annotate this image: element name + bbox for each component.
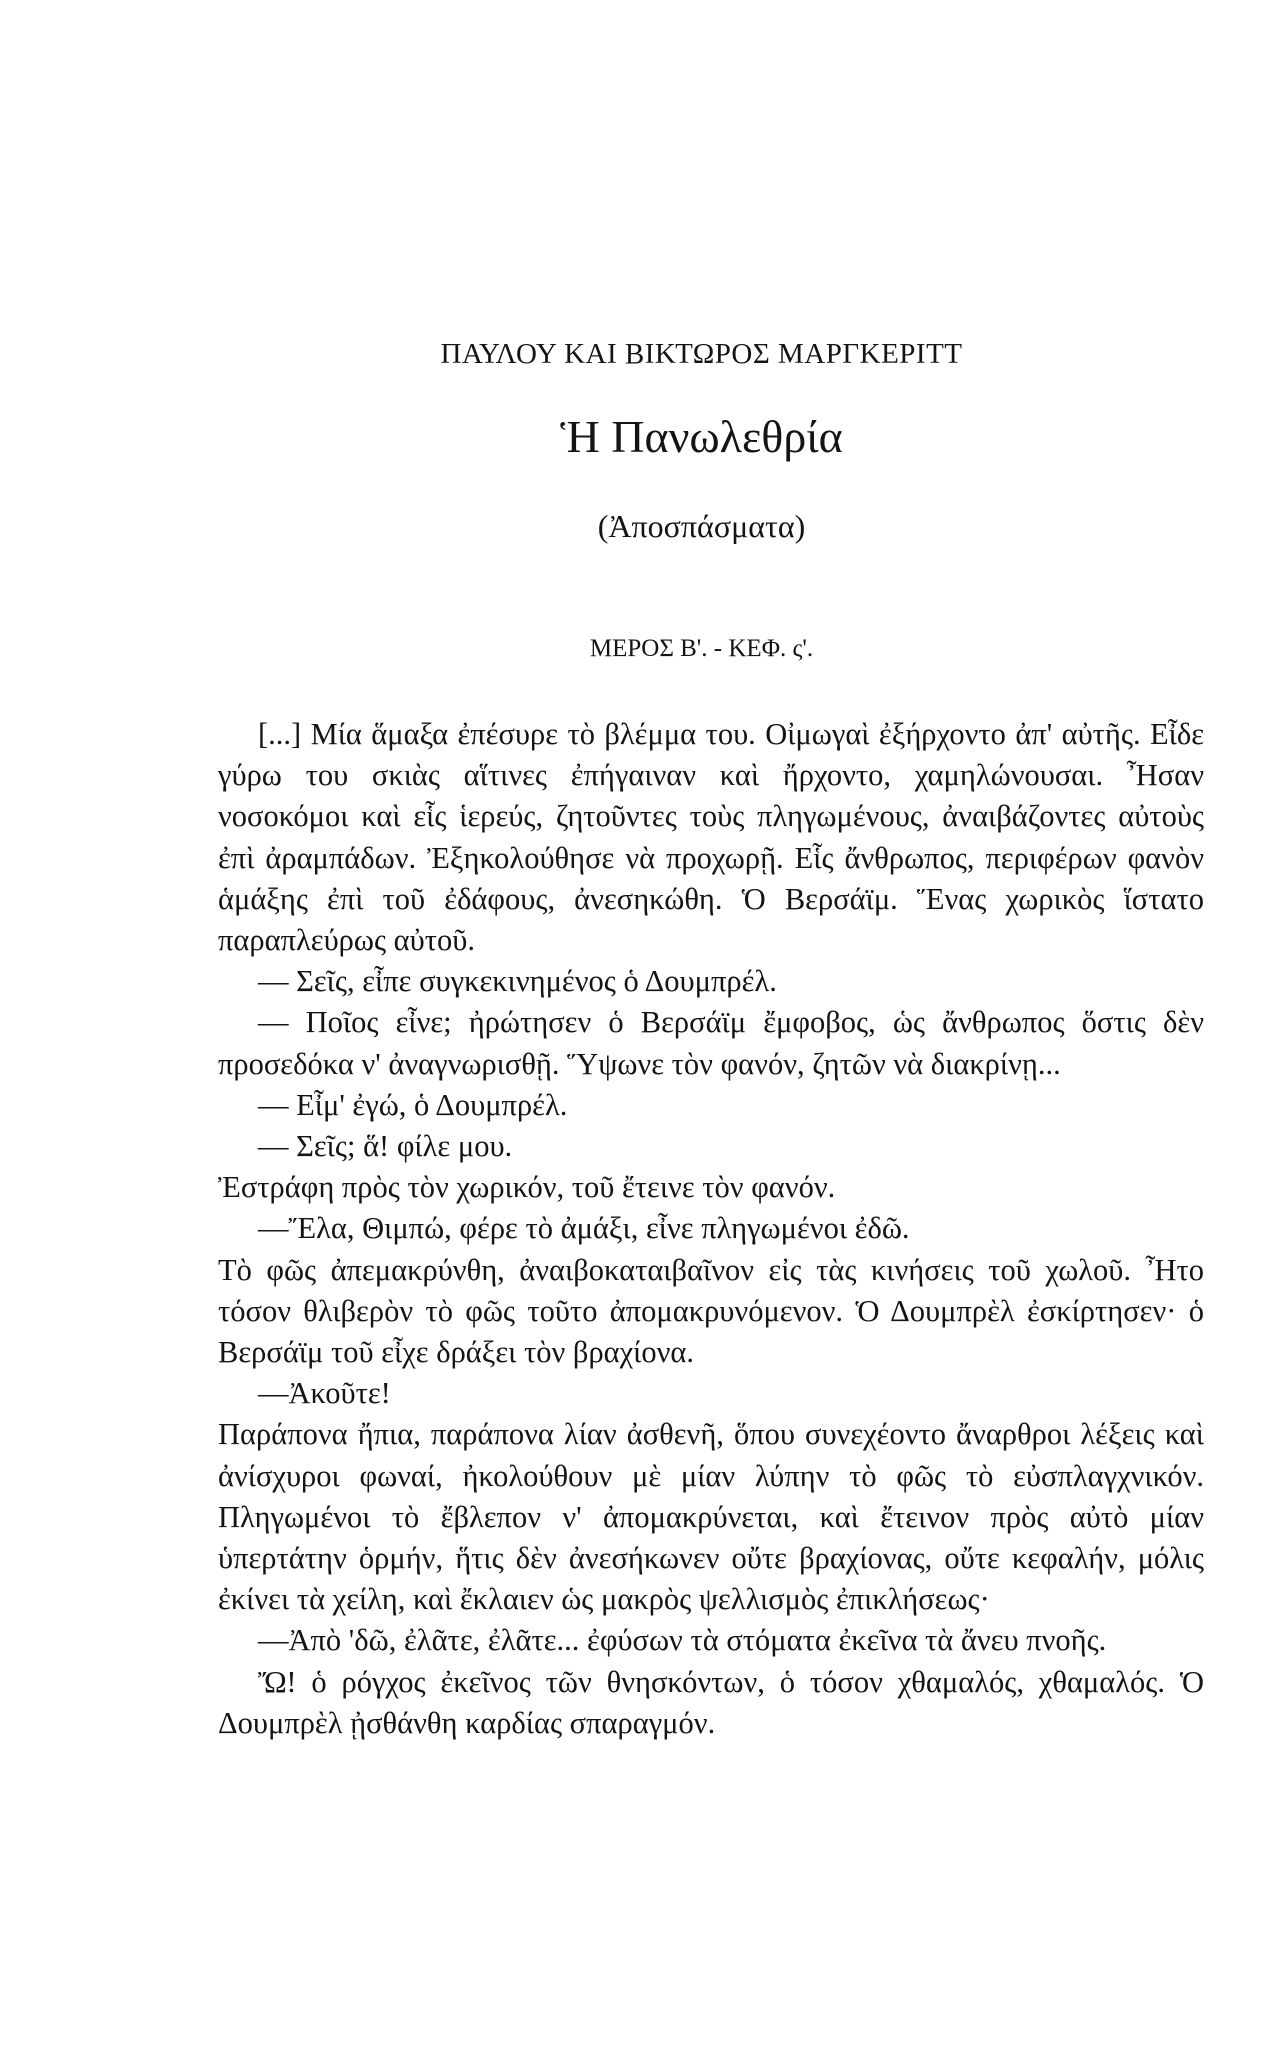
- chapter-title: Ἡ Πανωλεθρία: [560, 411, 843, 462]
- paragraph: [...] Μία ἅμαξα ἐπέσυρε τὸ βλέμμα του. Οἰμωγαὶ ἐξήρχοντο ἀπ' αὐτῆς. Εἶδε γύρω του σκιὰς αἵτινες ἐπήγαιναν καὶ ἤρχοντο, χαμηλώνουσαι. Ἦσαν νοσοκόμοι καὶ εἷς ἱερεύς, ζητοῦντες τοὺς πληγωμένους, ἀναιβάζοντες αὐτοὺς ἐπὶ ἀραμπάδων. Ἐξηκολούθησε νὰ προχωρῇ. Εἷς ἄνθρωπος, περιφέρων φανὸν ἁμάξης ἐπὶ τοῦ ἐδάφους, ἀνεσηκώθη. Ὁ Βερσάϊμ. Ἕνας χωρικὸς ἵστατο παραπλεύρως αὐτοῦ.: [218, 717, 1204, 958]
- paragraph: —Ἀκοῦτε!: [258, 1376, 391, 1411]
- section-heading: ΜΕΡΟΣ Β'. - ΚΕΦ. ς'.: [589, 635, 814, 662]
- body-text: [218, 714, 1204, 1744]
- paragraph: Τὸ φῶς ἀπεμακρύνθη, ἀναιβοκαταιβαῖνον εἰς τὰς κινήσεις τοῦ χωλοῦ. Ἦτο τόσον θλιβερὸν τὸ φῶς τοῦτο ἀπομακρυνόμενον. Ὁ Δουμπρὲλ ἐσκίρτησεν· ὁ Βερσάϊμ τοῦ εἶχε δράξει τὸν βραχίονα.: [218, 1252, 1204, 1370]
- paragraph: Ἐστράφη πρὸς τὸν χωρικόν, τοῦ ἔτεινε τὸν φανόν.: [218, 1170, 836, 1205]
- paragraph: — Σεῖς, εἶπε συγκεκινημένος ὁ Δουμπρέλ.: [258, 964, 777, 999]
- paragraph: Ὤ! ὁ ρόγχος ἐκεῖνος τῶν θνησκόντων, ὁ τόσον χθαμαλός, χθαμαλός. Ὁ Δουμπρὲλ ᾐσθάνθη καρδίας σπαραγμόν.: [218, 1664, 1204, 1740]
- chapter-subtitle: (Ἀποσπάσματα): [597, 508, 806, 544]
- paragraph: — Ποῖος εἶνε; ἠρώτησεν ὁ Βερσάϊμ ἔμφοβος, ὡς ἄνθρωπος ὅστις δὲν προσεδόκα ν' ἀναγνωρισθῇ. Ὕψωνε τὸν φανόν, ζητῶν νὰ διακρίνῃ...: [218, 1005, 1204, 1081]
- paragraph: Παράπονα ἤπια, παράπονα λίαν ἀσθενῆ, ὅπου συνεχέοντο ἄναρθροι λέξεις καὶ ἀνίσχυροι φωναί, ἠκολούθουν μὲ μίαν λύπην τὸ φῶς τὸ εὐσπλαγχνικόν. Πληγωμένοι τὸ ἔβλεπον ν' ἀπομακρύνεται, καὶ ἔτεινον πρὸς αὐτὸ μίαν ὑπερτάτην ὁρμήν, ἥτις δὲν ἀνεσήκωνεν οὔτε βραχίονας, οὔτε κεφαλήν, μόλις ἐκίνει τὰ χείλη, καὶ ἔκλαιεν ὡς μακρὸς ψελλισμὸς ἐπικλήσεως·: [218, 1417, 1204, 1617]
- paragraph: —Ἔλα, Θιμπώ, φέρε τὸ ἀμάξι, εἶνε πληγωμένοι ἐδῶ.: [258, 1211, 910, 1246]
- paragraph: — Εἶμ' ἐγώ, ὁ Δουμπρέλ.: [258, 1087, 568, 1122]
- paragraph: — Σεῖς; ἅ! φίλε μου.: [258, 1129, 513, 1164]
- author-heading: ΠΑΥΛΟΥ ΚΑΙ ΒΙΚΤΩΡΟΣ ΜΑΡΓΚΕΡΙΤΤ: [440, 338, 963, 370]
- paragraph: —Ἀπὸ 'δῶ, ἐλᾶτε, ἐλᾶτε... ἐφύσων τὰ στόματα ἐκεῖνα τὰ ἄνευ πνοῆς.: [258, 1623, 1107, 1658]
